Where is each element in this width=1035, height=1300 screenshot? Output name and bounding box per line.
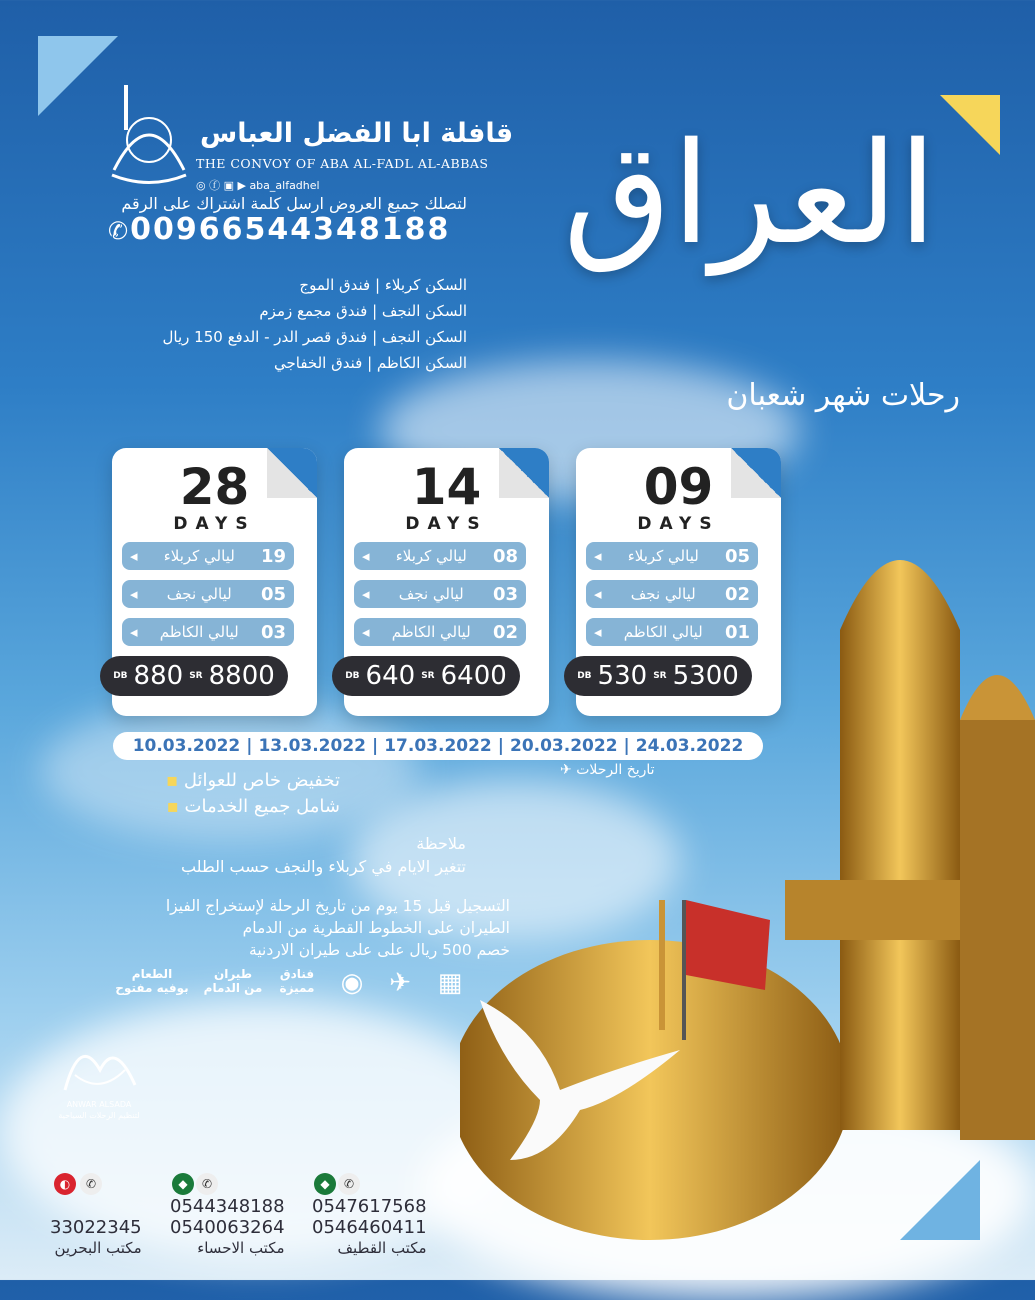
- nights-count: 02: [724, 583, 750, 605]
- dates-label-text: تاريخ الرحلات: [576, 762, 655, 778]
- trip-date: 10.03.2022: [132, 736, 241, 756]
- currency-sr: SR: [189, 671, 203, 681]
- note-title: ملاحظة: [416, 834, 466, 853]
- hotel-icon: ▦: [437, 968, 463, 998]
- nights-count: 05: [724, 545, 750, 567]
- phone-icon: ✆: [338, 1173, 360, 1195]
- feature-hotel: فنادق مميزة: [279, 967, 315, 995]
- nights-count: 05: [260, 583, 286, 605]
- price-pill: [332, 656, 520, 696]
- nights-label: ليالي كربلاء: [395, 547, 467, 565]
- arrow-icon: ◂: [362, 585, 370, 603]
- whatsapp-icon: ✆: [108, 217, 131, 245]
- office-ahsa[interactable]: [170, 1196, 285, 1259]
- days-label: DAYS: [173, 514, 256, 534]
- social-handle[interactable]: aba_alfadhel: [249, 179, 320, 192]
- office-label: مكتب القطيف: [337, 1239, 427, 1257]
- nights-count: 02: [492, 621, 518, 643]
- bullet-item: تخفيض خاص للعوائل ▪: [165, 770, 340, 791]
- main-phone[interactable]: [108, 212, 450, 247]
- phone-icon: ✆: [196, 1173, 218, 1195]
- price-sr: 6400: [440, 661, 507, 691]
- nights-label: ليالي الكاظم: [623, 623, 703, 641]
- currency-db: DB: [577, 671, 592, 681]
- feature-flight: طيران من الدمام: [203, 967, 263, 995]
- dove-image: [470, 990, 690, 1170]
- office-phone[interactable]: 0547617568: [312, 1196, 427, 1217]
- main-phone-number: 00966544348188: [130, 212, 451, 247]
- package-card[interactable]: [576, 448, 781, 716]
- bullet-text: تخفيض خاص للعوائل: [183, 770, 340, 791]
- info-line: الطيران على الخطوط القطرية من الدمام: [242, 919, 510, 937]
- nights-count: 19: [260, 545, 286, 567]
- brand-name-en: THE CONVOY OF ABA AL-FADL AL-ABBAS: [196, 156, 489, 171]
- trip-dates-bar: 10.03.2022 | 13.03.2022 | 17.03.2022 | 20.03.2022 | 24.03.2022: [113, 732, 763, 760]
- price-pill: [564, 656, 752, 696]
- arrow-icon: ◂: [130, 585, 138, 603]
- office-phone[interactable]: 33022345: [50, 1217, 142, 1238]
- airplane-icon: ✈: [389, 968, 411, 998]
- nights-label: ليالي نجف: [630, 585, 696, 603]
- nights-count: 03: [492, 583, 518, 605]
- watermark-sub: لتنظيم الرحلات السياحية: [58, 1111, 140, 1120]
- trip-date: 24.03.2022: [635, 736, 744, 756]
- saudi-flag-icon: ◆: [172, 1173, 194, 1195]
- currency-sr: SR: [653, 671, 667, 681]
- currency-db: DB: [113, 671, 128, 681]
- arrow-icon: ◂: [594, 547, 602, 565]
- trip-date: 20.03.2022: [509, 736, 618, 756]
- phone-icon: ✆: [80, 1173, 102, 1195]
- brand-name-ar: قافلة ابا الفضل العباس: [200, 118, 514, 149]
- nights-row: [354, 580, 526, 608]
- price-sr: 8800: [208, 661, 275, 691]
- airplane-icon: ✈: [560, 762, 572, 778]
- hotel-line: السكن النجف | فندق مجمع زمزم: [259, 302, 467, 320]
- package-card[interactable]: [112, 448, 317, 716]
- info-line: التسجيل قبل 15 يوم من تاريخ الرحلة لإستخراج الفيزا: [165, 897, 510, 915]
- trip-dates-label: [560, 762, 655, 778]
- social-row: [196, 177, 320, 193]
- days-label: DAYS: [405, 514, 488, 534]
- nights-label: ليالي كربلاء: [627, 547, 699, 565]
- nights-row: [122, 542, 294, 570]
- social-icons: ◎ ⓕ ▣ ▶: [196, 179, 250, 192]
- nights-label: ليالي كربلاء: [163, 547, 235, 565]
- hotel-line: السكن كربلاء | فندق الموج: [299, 276, 467, 294]
- package-card[interactable]: [344, 448, 549, 716]
- office-qatif[interactable]: [312, 1196, 427, 1259]
- nights-row: [586, 618, 758, 646]
- bullet-text: شامل جميع الخدمات: [184, 796, 340, 817]
- office-label: مكتب الاحساء: [197, 1239, 285, 1257]
- nights-row: [354, 542, 526, 570]
- hotel-list: [100, 272, 467, 376]
- nights-label: ليالي نجف: [166, 585, 232, 603]
- trip-date: 17.03.2022: [384, 736, 492, 756]
- subheadline: رحلات شهر شعبان: [726, 378, 960, 413]
- arrow-icon: ◂: [130, 623, 138, 641]
- days-number: 28: [179, 458, 250, 516]
- note-text: تتغير الايام في كربلاء والنجف حسب الطلب: [180, 857, 466, 876]
- arrow-icon: ◂: [594, 585, 602, 603]
- nights-count: 01: [724, 621, 750, 643]
- office-phone[interactable]: 0546460411: [312, 1217, 427, 1238]
- hotel-line: السكن النجف | فندق قصر الدر - الدفع 150 ريال: [162, 328, 467, 346]
- nights-row: [354, 618, 526, 646]
- nights-label: ليالي الكاظم: [391, 623, 471, 641]
- saudi-flag-icon: ◆: [314, 1173, 336, 1195]
- headline: العراق: [563, 113, 937, 276]
- subscribe-text: لتصلك جميع العروض ارسل كلمة اشتراك على الرقم: [121, 194, 467, 213]
- anwar-alsada-logo: [50, 1030, 150, 1100]
- nights-count: 03: [260, 621, 286, 643]
- feature-dining: الطعام بوفيه مفتوح: [115, 967, 189, 995]
- bullet-item: شامل جميع الخدمات ▪: [166, 796, 340, 817]
- price-pill: [100, 656, 288, 696]
- nights-row: [122, 580, 294, 608]
- nights-label: ليالي نجف: [398, 585, 464, 603]
- dining-icon: ◉: [340, 968, 364, 998]
- watermark-name: ANWAR ALSADA: [66, 1100, 132, 1109]
- currency-db: DB: [345, 671, 360, 681]
- trip-date: 13.03.2022: [258, 736, 366, 756]
- office-phone[interactable]: 0544348188: [170, 1196, 285, 1217]
- logo-icon: [104, 80, 194, 190]
- office-label: مكتب البحرين: [54, 1239, 142, 1257]
- nights-row: [122, 618, 294, 646]
- nights-count: 08: [492, 545, 518, 567]
- arrow-icon: ◂: [362, 547, 370, 565]
- days-number: 09: [643, 458, 714, 516]
- price-sr: 5300: [672, 661, 739, 691]
- nights-row: [586, 542, 758, 570]
- office-phone[interactable]: 0540063264: [170, 1217, 285, 1238]
- info-line: خصم 500 ريال على على طيران الاردنية: [249, 941, 510, 959]
- arrow-icon: ◂: [362, 623, 370, 641]
- hotel-line: السكن الكاظم | فندق الخفاجي: [273, 354, 467, 372]
- price-db: 530: [597, 661, 648, 691]
- arrow-icon: ◂: [130, 547, 138, 565]
- currency-sr: SR: [421, 671, 435, 681]
- days-number: 14: [411, 458, 482, 516]
- info-block: [100, 895, 510, 961]
- price-db: 640: [365, 661, 416, 691]
- price-db: 880: [133, 661, 184, 691]
- days-label: DAYS: [637, 514, 720, 534]
- arrow-icon: ◂: [594, 623, 602, 641]
- nights-label: ليالي الكاظم: [159, 623, 239, 641]
- nights-row: [586, 580, 758, 608]
- office-bahrain[interactable]: [50, 1217, 142, 1259]
- bahrain-flag-icon: ◐: [54, 1173, 76, 1195]
